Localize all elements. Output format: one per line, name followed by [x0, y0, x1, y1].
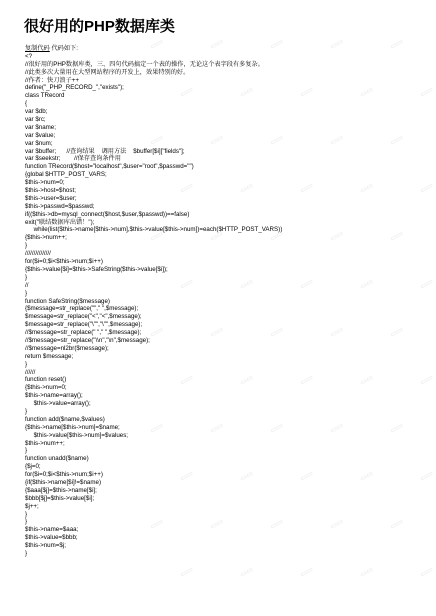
watermark-mark: ▭▭ [209, 38, 225, 51]
watermark-mark: ▭▭ [359, 86, 375, 99]
watermark-mark: ▭▭ [269, 230, 285, 243]
watermark-mark: ▭▭ [329, 518, 345, 531]
watermark-mark: ▭▭ [419, 566, 435, 579]
watermark-mark: ▭▭ [389, 518, 405, 531]
watermark-mark: ▭▭ [179, 374, 195, 387]
code-line: //$message=str_replace(" "," ",$message); [25, 329, 142, 337]
code-line: //此类多次大量用在大型网站程序的开发上，效果特别的好。 [25, 68, 190, 76]
watermark-mark: ▭▭ [239, 566, 255, 579]
code-line: //$message=nl2br($message); [25, 344, 109, 352]
code-line: /////////////// [25, 250, 51, 258]
code-line: } [25, 510, 28, 518]
watermark-mark: ▭▭ [419, 182, 435, 195]
code-line: if(($this->db=mysql_connect($host,$user,$passwd))==false) [25, 210, 190, 218]
code-block [25, 45, 425, 558]
code-line: while(list($this->name[$this->num],$this->value[$this->num])=each($HTTP_POST_VARS)) [25, 226, 283, 234]
code-line: //作者：快刀浪子++ [25, 76, 79, 84]
copy-code-link[interactable]: 复制代码 [25, 45, 50, 52]
watermark-mark: ▭▭ [149, 134, 165, 147]
code-line: { [25, 100, 28, 108]
code-line: ////// [25, 368, 36, 376]
watermark-mark: ▭▭ [149, 38, 165, 51]
code-line: $this->name=$aaa; [25, 526, 79, 534]
watermark-mark: ▭▭ [299, 182, 315, 195]
watermark-mark: ▭▭ [389, 326, 405, 339]
code-line: // [25, 281, 29, 289]
watermark-mark: ▭▭ [329, 326, 345, 339]
code-line: <? [25, 52, 33, 60]
watermark-mark: ▭▭ [419, 374, 435, 387]
code-line: $this->num++; [25, 439, 65, 447]
watermark-mark: ▭▭ [269, 134, 285, 147]
watermark-mark: ▭▭ [179, 182, 195, 195]
watermark-mark: ▭▭ [179, 278, 195, 291]
code-line: return $message; [25, 352, 74, 360]
code-line: function add($name,$values) [25, 415, 105, 423]
watermark-mark: ▭▭ [299, 470, 315, 483]
watermark-mark: ▭▭ [209, 230, 225, 243]
watermark-mark: ▭▭ [239, 278, 255, 291]
code-line: class TRecord [25, 92, 65, 100]
watermark-mark: ▭▭ [419, 470, 435, 483]
copy-code-suffix: 代码如下: [49, 45, 78, 52]
code-line: $message=str_replace("\"","\"",$message); [25, 321, 143, 329]
watermark-mark: ▭▭ [329, 422, 345, 435]
code-line: $this->value=array(); [25, 400, 91, 408]
code-line: } [25, 273, 28, 281]
code-line: } [25, 407, 28, 415]
watermark-mark: ▭▭ [149, 422, 165, 435]
watermark-mark: ▭▭ [239, 182, 255, 195]
code-line: {$message=str_replace(""," ",$message); [25, 305, 139, 313]
watermark-mark: ▭▭ [149, 326, 165, 339]
code-line: var $rc; [25, 116, 46, 124]
code-line: {$this->num=0; [25, 384, 67, 392]
code-line: {$this->value[$i]=$this->SafeString($this->value[$i]); [25, 265, 168, 273]
watermark-mark: ▭▭ [269, 38, 285, 51]
watermark-mark: ▭▭ [329, 230, 345, 243]
watermark-mark: ▭▭ [389, 38, 405, 51]
code-lines [25, 53, 425, 558]
watermark-mark: ▭▭ [179, 566, 195, 579]
watermark-mark: ▭▭ [209, 134, 225, 147]
watermark-mark: ▭▭ [299, 566, 315, 579]
watermark-mark: ▭▭ [419, 278, 435, 291]
code-line: {$aaa[$j]=$this->name[$i]; [25, 486, 97, 494]
code-line: $this->value=$bbb; [25, 534, 78, 542]
code-line: {global $HTTP_POST_VARS; [25, 171, 107, 179]
watermark-mark: ▭▭ [269, 518, 285, 531]
code-line: {$this->num++; [25, 234, 67, 242]
watermark-mark: ▭▭ [209, 518, 225, 531]
watermark-mark: ▭▭ [359, 278, 375, 291]
code-line: $bbb[$j]=$this->value[$i]; [25, 494, 95, 502]
code-line: $this->num=$j; [25, 542, 66, 550]
code-line: var $name; [25, 123, 56, 131]
watermark-mark: ▭▭ [179, 86, 195, 99]
code-line: } [25, 447, 28, 455]
watermark-mark: ▭▭ [419, 86, 435, 99]
watermark-mark: ▭▭ [389, 134, 405, 147]
code-line: $this->host=$host; [25, 187, 76, 195]
watermark-mark: ▭▭ [269, 326, 285, 339]
code-line: } [25, 550, 28, 557]
watermark-mark: ▭▭ [299, 374, 315, 387]
code-line: $this->user=$user; [25, 194, 77, 202]
watermark-mark: ▭▭ [329, 38, 345, 51]
watermark-mark: ▭▭ [359, 566, 375, 579]
page-title: 很好用的PHP数据库类 [24, 18, 175, 35]
code-line: $this->name=array(); [25, 392, 83, 400]
watermark-mark: ▭▭ [239, 374, 255, 387]
code-line: $message=str_replace("<","<",$message); [25, 313, 142, 321]
code-line: var $buffer; //查询结果 调用方法 $buffer[$i]["fields"]; [25, 147, 185, 155]
code-line: {if($this->name[$i]!=$name) [25, 478, 102, 486]
code-line: $this->value[$this->num]=$values; [25, 431, 129, 439]
watermark-mark: ▭▭ [209, 422, 225, 435]
watermark-mark: ▭▭ [389, 230, 405, 243]
code-line: $j++; [25, 502, 39, 510]
code-line: var $seekstr; //保存查询条件用 [25, 155, 121, 163]
watermark-mark: ▭▭ [179, 470, 195, 483]
watermark-mark: ▭▭ [239, 86, 255, 99]
code-line: var $num; [25, 139, 53, 147]
watermark-mark: ▭▭ [269, 422, 285, 435]
code-line: $this->passwd=$passwd; [25, 202, 95, 210]
watermark-mark: ▭▭ [299, 278, 315, 291]
code-line: {$j=0; [25, 463, 41, 471]
watermark-mark: ▭▭ [359, 374, 375, 387]
code-line: } [25, 289, 28, 297]
watermark-mark: ▭▭ [329, 134, 345, 147]
watermark-mark: ▭▭ [149, 230, 165, 243]
code-line: exit("联结数据库出错！"); [25, 218, 95, 226]
code-line: var $db; [25, 108, 48, 116]
watermark-mark: ▭▭ [359, 470, 375, 483]
code-line: function TRecord($host="localhost",$user="root",$passwd="") [25, 163, 194, 171]
code-line: for($i=0;$i<$this->num;$i++) [25, 258, 103, 266]
code-line: function reset() [25, 376, 67, 384]
copy-code-line [25, 45, 425, 53]
code-line: $this->num=0; [25, 179, 65, 187]
code-line: function unadd($name) [25, 455, 89, 463]
code-line: //$message=str_replace("\\n","\n",$message); [25, 336, 150, 344]
code-line: } [25, 360, 28, 368]
watermark-mark: ▭▭ [359, 182, 375, 195]
watermark-mark: ▭▭ [299, 86, 315, 99]
code-line: } [25, 518, 28, 526]
watermark-mark: ▭▭ [239, 470, 255, 483]
watermark-mark: ▭▭ [209, 326, 225, 339]
code-line: var $value; [25, 131, 56, 139]
code-line: for($i=0;$i<$this->num;$i++) [25, 471, 103, 479]
code-line: } [25, 242, 28, 250]
watermark-mark: ▭▭ [389, 422, 405, 435]
code-line: //很好用的PHP数据库类，三、四句代码搞定一个表的操作，无论这个表字段有多复杂。 [25, 60, 264, 68]
code-line: define("_PHP_RECORD_","exists"); [25, 84, 124, 92]
code-line: function SafeString($message) [25, 297, 110, 305]
watermark-mark: ▭▭ [149, 518, 165, 531]
code-line: {$this->name[$this->num]=$name; [25, 423, 120, 431]
